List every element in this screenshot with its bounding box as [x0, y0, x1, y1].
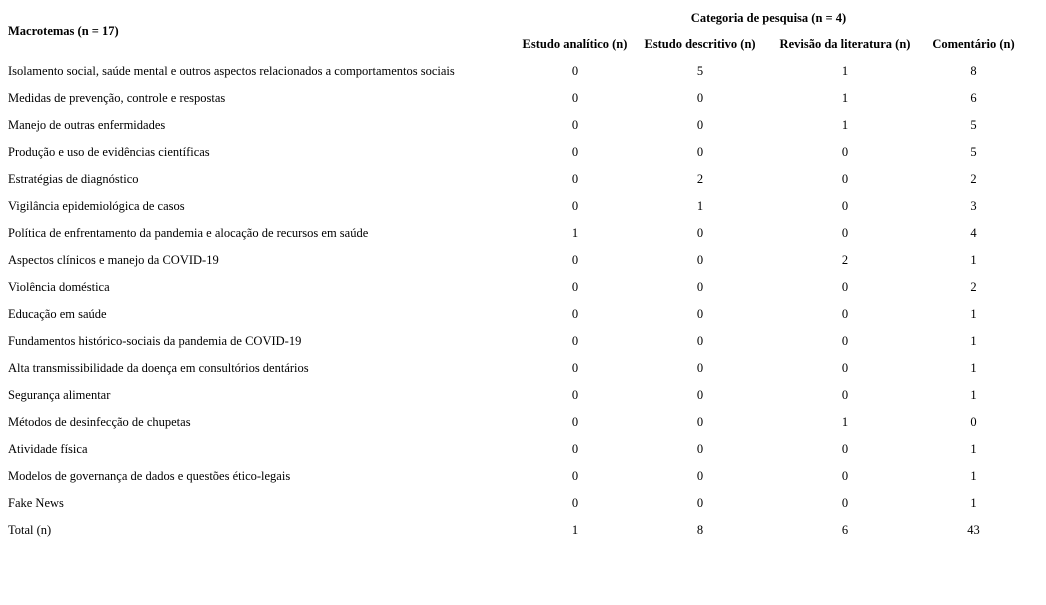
table-row — [4, 139, 1022, 166]
cell-descritivo: 8 — [696, 523, 704, 537]
row-label: Isolamento social, saúde mental e outros aspectos relacionados a comportamentos sociais — [8, 64, 455, 78]
cell-revisao: 0 — [841, 172, 849, 186]
cell-analitico: 0 — [571, 91, 579, 105]
table-row — [4, 193, 1022, 220]
cell-revisao: 0 — [841, 334, 849, 348]
cell-revisao: 0 — [841, 226, 849, 240]
table-row — [4, 490, 1022, 517]
table-row — [4, 436, 1022, 463]
cell-descritivo: 0 — [696, 415, 704, 429]
column-header-analitico: Estudo analítico (n) — [522, 37, 628, 51]
table-row — [4, 112, 1022, 139]
cell-revisao: 0 — [841, 442, 849, 456]
cell-analitico: 0 — [571, 496, 579, 510]
row-label: Total (n) — [8, 523, 52, 537]
row-label: Segurança alimentar — [8, 388, 111, 402]
macrothemes-table — [4, 5, 1022, 544]
cell-descritivo: 0 — [696, 307, 704, 321]
cell-descritivo: 2 — [696, 172, 704, 186]
cell-revisao: 0 — [841, 469, 849, 483]
cell-revisao: 1 — [841, 64, 849, 78]
cell-analitico: 0 — [571, 253, 579, 267]
table-row — [4, 355, 1022, 382]
cell-comentario: 1 — [970, 253, 977, 267]
cell-comentario: 1 — [970, 496, 977, 510]
cell-revisao: 0 — [841, 145, 849, 159]
row-label: Modelos de governança de dados e questões ético-legais — [8, 469, 291, 483]
cell-comentario: 2 — [970, 280, 977, 294]
cell-descritivo: 0 — [696, 253, 704, 267]
cell-analitico: 0 — [571, 280, 579, 294]
row-label: Métodos de desinfecção de chupetas — [8, 415, 191, 429]
cell-descritivo: 0 — [696, 388, 704, 402]
cell-analitico: 0 — [571, 307, 579, 321]
cell-revisao: 2 — [841, 253, 849, 267]
row-label: Manejo de outras enfermidades — [8, 118, 166, 132]
cell-analitico: 1 — [571, 226, 579, 240]
cell-analitico: 0 — [571, 118, 579, 132]
cell-revisao: 0 — [841, 280, 849, 294]
cell-revisao: 1 — [841, 91, 849, 105]
cell-descritivo: 0 — [696, 226, 704, 240]
row-label: Medidas de prevenção, controle e respostas — [8, 91, 226, 105]
cell-descritivo: 0 — [696, 280, 704, 294]
macro-column-header: Macrotemas (n = 17) — [8, 24, 119, 38]
table-row — [4, 58, 1022, 85]
cell-analitico: 0 — [571, 469, 579, 483]
cell-revisao: 0 — [841, 361, 849, 375]
cell-comentario: 1 — [970, 469, 977, 483]
table-row — [4, 463, 1022, 490]
total-row — [4, 517, 1022, 544]
cell-analitico: 0 — [571, 334, 579, 348]
cell-revisao: 0 — [841, 199, 849, 213]
cell-comentario: 2 — [970, 172, 977, 186]
cell-analitico: 0 — [571, 145, 579, 159]
table-row — [4, 382, 1022, 409]
row-label: Estratégias de diagnóstico — [8, 172, 139, 186]
cell-descritivo: 0 — [696, 118, 704, 132]
cell-descritivo: 0 — [696, 496, 704, 510]
row-label: Política de enfrentamento da pandemia e alocação de recursos em saúde — [8, 226, 369, 240]
cell-revisao: 0 — [841, 307, 849, 321]
cell-revisao: 0 — [841, 388, 849, 402]
cell-revisao: 0 — [841, 496, 849, 510]
cell-comentario: 1 — [970, 442, 977, 456]
cell-analitico: 0 — [571, 442, 579, 456]
cell-analitico: 0 — [571, 64, 579, 78]
cell-descritivo: 0 — [696, 442, 704, 456]
cell-comentario: 8 — [970, 64, 977, 78]
cell-analitico: 0 — [571, 388, 579, 402]
cell-analitico: 0 — [571, 199, 579, 213]
cell-comentario: 0 — [970, 415, 977, 429]
row-label: Alta transmissibilidade da doença em consultórios dentários — [8, 361, 309, 375]
cell-descritivo: 0 — [696, 334, 704, 348]
table-row — [4, 220, 1022, 247]
cell-comentario: 4 — [970, 226, 977, 240]
row-label: Produção e uso de evidências científicas — [8, 145, 210, 159]
row-label: Atividade física — [8, 442, 88, 456]
cell-revisao: 6 — [841, 523, 849, 537]
cell-analitico: 0 — [571, 172, 579, 186]
cell-comentario: 1 — [970, 334, 977, 348]
cell-analitico: 0 — [571, 361, 579, 375]
cell-comentario: 1 — [970, 361, 977, 375]
cell-comentario: 5 — [970, 118, 977, 132]
cell-comentario: 1 — [970, 307, 977, 321]
table-row — [4, 85, 1022, 112]
table-row — [4, 274, 1022, 301]
row-label: Fake News — [8, 496, 64, 510]
cell-descritivo: 0 — [696, 469, 704, 483]
cell-descritivo: 5 — [696, 64, 704, 78]
cell-analitico: 1 — [571, 523, 579, 537]
cell-descritivo: 1 — [696, 199, 704, 213]
column-header-revisao: Revisão da literatura (n) — [779, 37, 911, 51]
table-row — [4, 247, 1022, 274]
row-label: Vigilância epidemiológica de casos — [8, 199, 185, 213]
row-label: Aspectos clínicos e manejo da COVID-19 — [8, 253, 219, 267]
cell-descritivo: 0 — [696, 361, 704, 375]
column-header-comentario: Comentário (n) — [932, 37, 1015, 51]
cell-comentario: 1 — [970, 388, 977, 402]
cell-descritivo: 0 — [696, 91, 704, 105]
table-row — [4, 409, 1022, 436]
cell-analitico: 0 — [571, 415, 579, 429]
cell-comentario: 3 — [970, 199, 977, 213]
cell-comentario: 43 — [967, 523, 980, 537]
cell-revisao: 1 — [841, 415, 849, 429]
row-label: Educação em saúde — [8, 307, 107, 321]
table-body — [4, 58, 1022, 544]
cell-descritivo: 0 — [696, 145, 704, 159]
cell-revisao: 1 — [841, 118, 849, 132]
cell-comentario: 6 — [970, 91, 977, 105]
cell-comentario: 5 — [970, 145, 977, 159]
header-row-1 — [4, 5, 1022, 31]
row-label: Fundamentos histórico-sociais da pandemia de COVID-19 — [8, 334, 302, 348]
table-row — [4, 328, 1022, 355]
table-row — [4, 166, 1022, 193]
category-group-header: Categoria de pesquisa (n = 4) — [690, 10, 847, 25]
table-row — [4, 301, 1022, 328]
column-header-descritivo: Estudo descritivo (n) — [644, 37, 756, 51]
row-label: Violência doméstica — [8, 280, 110, 294]
